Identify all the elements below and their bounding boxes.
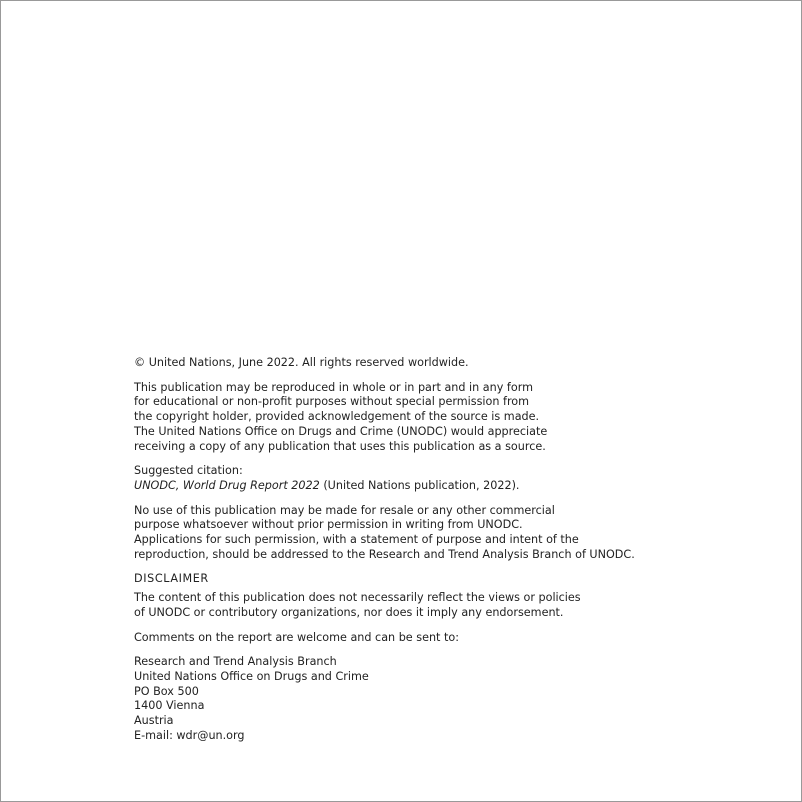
address-line: Austria	[134, 714, 174, 728]
reproduction-line: The United Nations Office on Drugs and Crime (UNODC) would appreciate	[134, 424, 548, 438]
commercial-line: purpose whatsoever without prior permission in writing from UNODC.	[134, 518, 523, 532]
comments-paragraph: Comments on the report are welcome and can be sent to:	[134, 630, 459, 644]
citation-title: UNODC, World Drug Report 2022	[134, 478, 320, 492]
imprint-block	[134, 356, 774, 743]
citation-publisher: (United Nations publication, 2022).	[319, 478, 520, 492]
address-line: PO Box 500	[134, 684, 199, 698]
reproduction-line: the copyright holder, provided acknowledgement of the source is made.	[134, 410, 540, 424]
disclaimer-line: The content of this publication does not necessarily reflect the views or policies	[134, 591, 581, 605]
reproduction-line: receiving a copy of any publication that uses this publication as a source.	[134, 439, 546, 453]
address-line: 1400 Vienna	[134, 699, 205, 713]
contact-address	[134, 655, 774, 743]
commercial-line: Applications for such permission, with a statement of purpose and intent of the	[134, 533, 579, 547]
citation-label: Suggested citation:	[134, 464, 243, 478]
disclaimer-line: of UNODC or contributory organizations, nor does it imply any endorsement.	[134, 605, 564, 619]
reproduction-line: for educational or non-profit purposes without special permission from	[134, 395, 530, 409]
citation-paragraph	[134, 464, 774, 493]
reproduction-paragraph	[134, 381, 774, 455]
address-line: Research and Trend Analysis Branch	[134, 655, 337, 669]
disclaimer-paragraph	[134, 591, 774, 620]
commercial-line: reproduction, should be addressed to the Research and Trend Analysis Branch of UNODC.	[134, 547, 635, 561]
reproduction-line: This publication may be reproduced in whole or in part and in any form	[134, 380, 534, 394]
copyright-notice: © United Nations, June 2022. All rights reserved worldwide.	[134, 356, 469, 369]
commercial-line: No use of this publication may be made for resale or any other commercial	[134, 503, 555, 517]
citation-text	[134, 479, 774, 494]
address-line: United Nations Office on Drugs and Crime	[134, 669, 369, 683]
disclaimer-heading: DISCLAIMER	[134, 572, 209, 586]
commercial-paragraph	[134, 504, 774, 563]
email-line: E-mail: wdr@un.org	[134, 728, 245, 742]
